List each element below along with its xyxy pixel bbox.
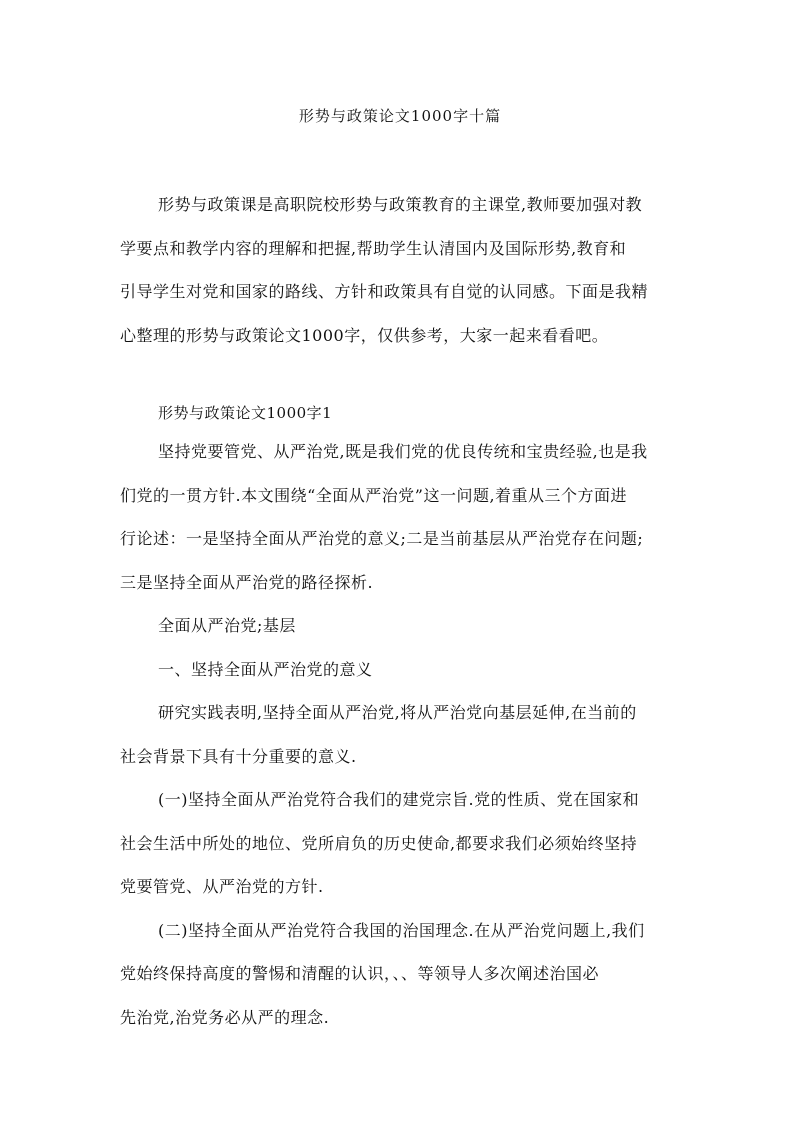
intro-line: 心整理的形势与政策论文1000字，仅供参考，大家一起来看看吧。 bbox=[120, 325, 609, 345]
intro-line: 形势与政策课是高职院校形势与政策教育的主课堂,教师要加强对教 bbox=[158, 195, 643, 214]
intro-line: 学要点和教学内容的理解和把握,帮助学生认清国内及国际形势,教育和 bbox=[120, 238, 627, 258]
body-line: 研究实践表明,坚持全面从严治党,将从严治党向基层延伸,在当前的 bbox=[158, 703, 637, 722]
body-line: 坚持党要管党、从严治党,既是我们党的优良传统和宝贵经验,也是我 bbox=[158, 442, 648, 461]
subheading-line: 一、坚持全面从严治党的意义 bbox=[158, 659, 373, 679]
body-line: (二)坚持全面从严治党符合我国的治国理念.在从严治党问题上,我们 bbox=[158, 920, 645, 940]
document-title: 形势与政策论文1000字十篇 bbox=[298, 107, 502, 125]
body-line: 三是坚持全面从严治党的路径探析. bbox=[120, 572, 374, 592]
body-line: 党要管党、从严治党的方针. bbox=[120, 877, 324, 896]
intro-paragraph bbox=[120, 183, 700, 357]
body-line: 社会生活中所处的地位、党所肩负的历史使命,都要求我们必须始终坚持 bbox=[120, 833, 638, 853]
body-line: 党始终保持高度的警惕和清醒的认识，、、等领导人多次阐述治国必 bbox=[120, 964, 600, 983]
section-heading: 形势与政策论文1000字1 bbox=[158, 404, 333, 422]
body-line: 先治党,治党务必从严的理念. bbox=[120, 1007, 330, 1027]
body-text bbox=[120, 430, 700, 1039]
body-line: 社会背景下具有十分重要的意义. bbox=[120, 746, 357, 766]
body-line: 行论述：一是坚持全面从严治党的意义;二是当前基层从严治党存在问题; bbox=[120, 529, 644, 548]
keywords-line: 全面从严治党;基层 bbox=[158, 616, 296, 635]
intro-line: 引导学生对党和国家的路线、方针和政策具有自觉的认同感。下面是我精 bbox=[120, 282, 649, 301]
body-line: (一)坚持全面从严治党符合我们的建党宗旨.党的性质、党在国家和 bbox=[158, 790, 640, 809]
body-line: 们党的一贯方针.本文围绕“全面从严治党”这一问题,着重从三个方面进 bbox=[120, 485, 628, 505]
